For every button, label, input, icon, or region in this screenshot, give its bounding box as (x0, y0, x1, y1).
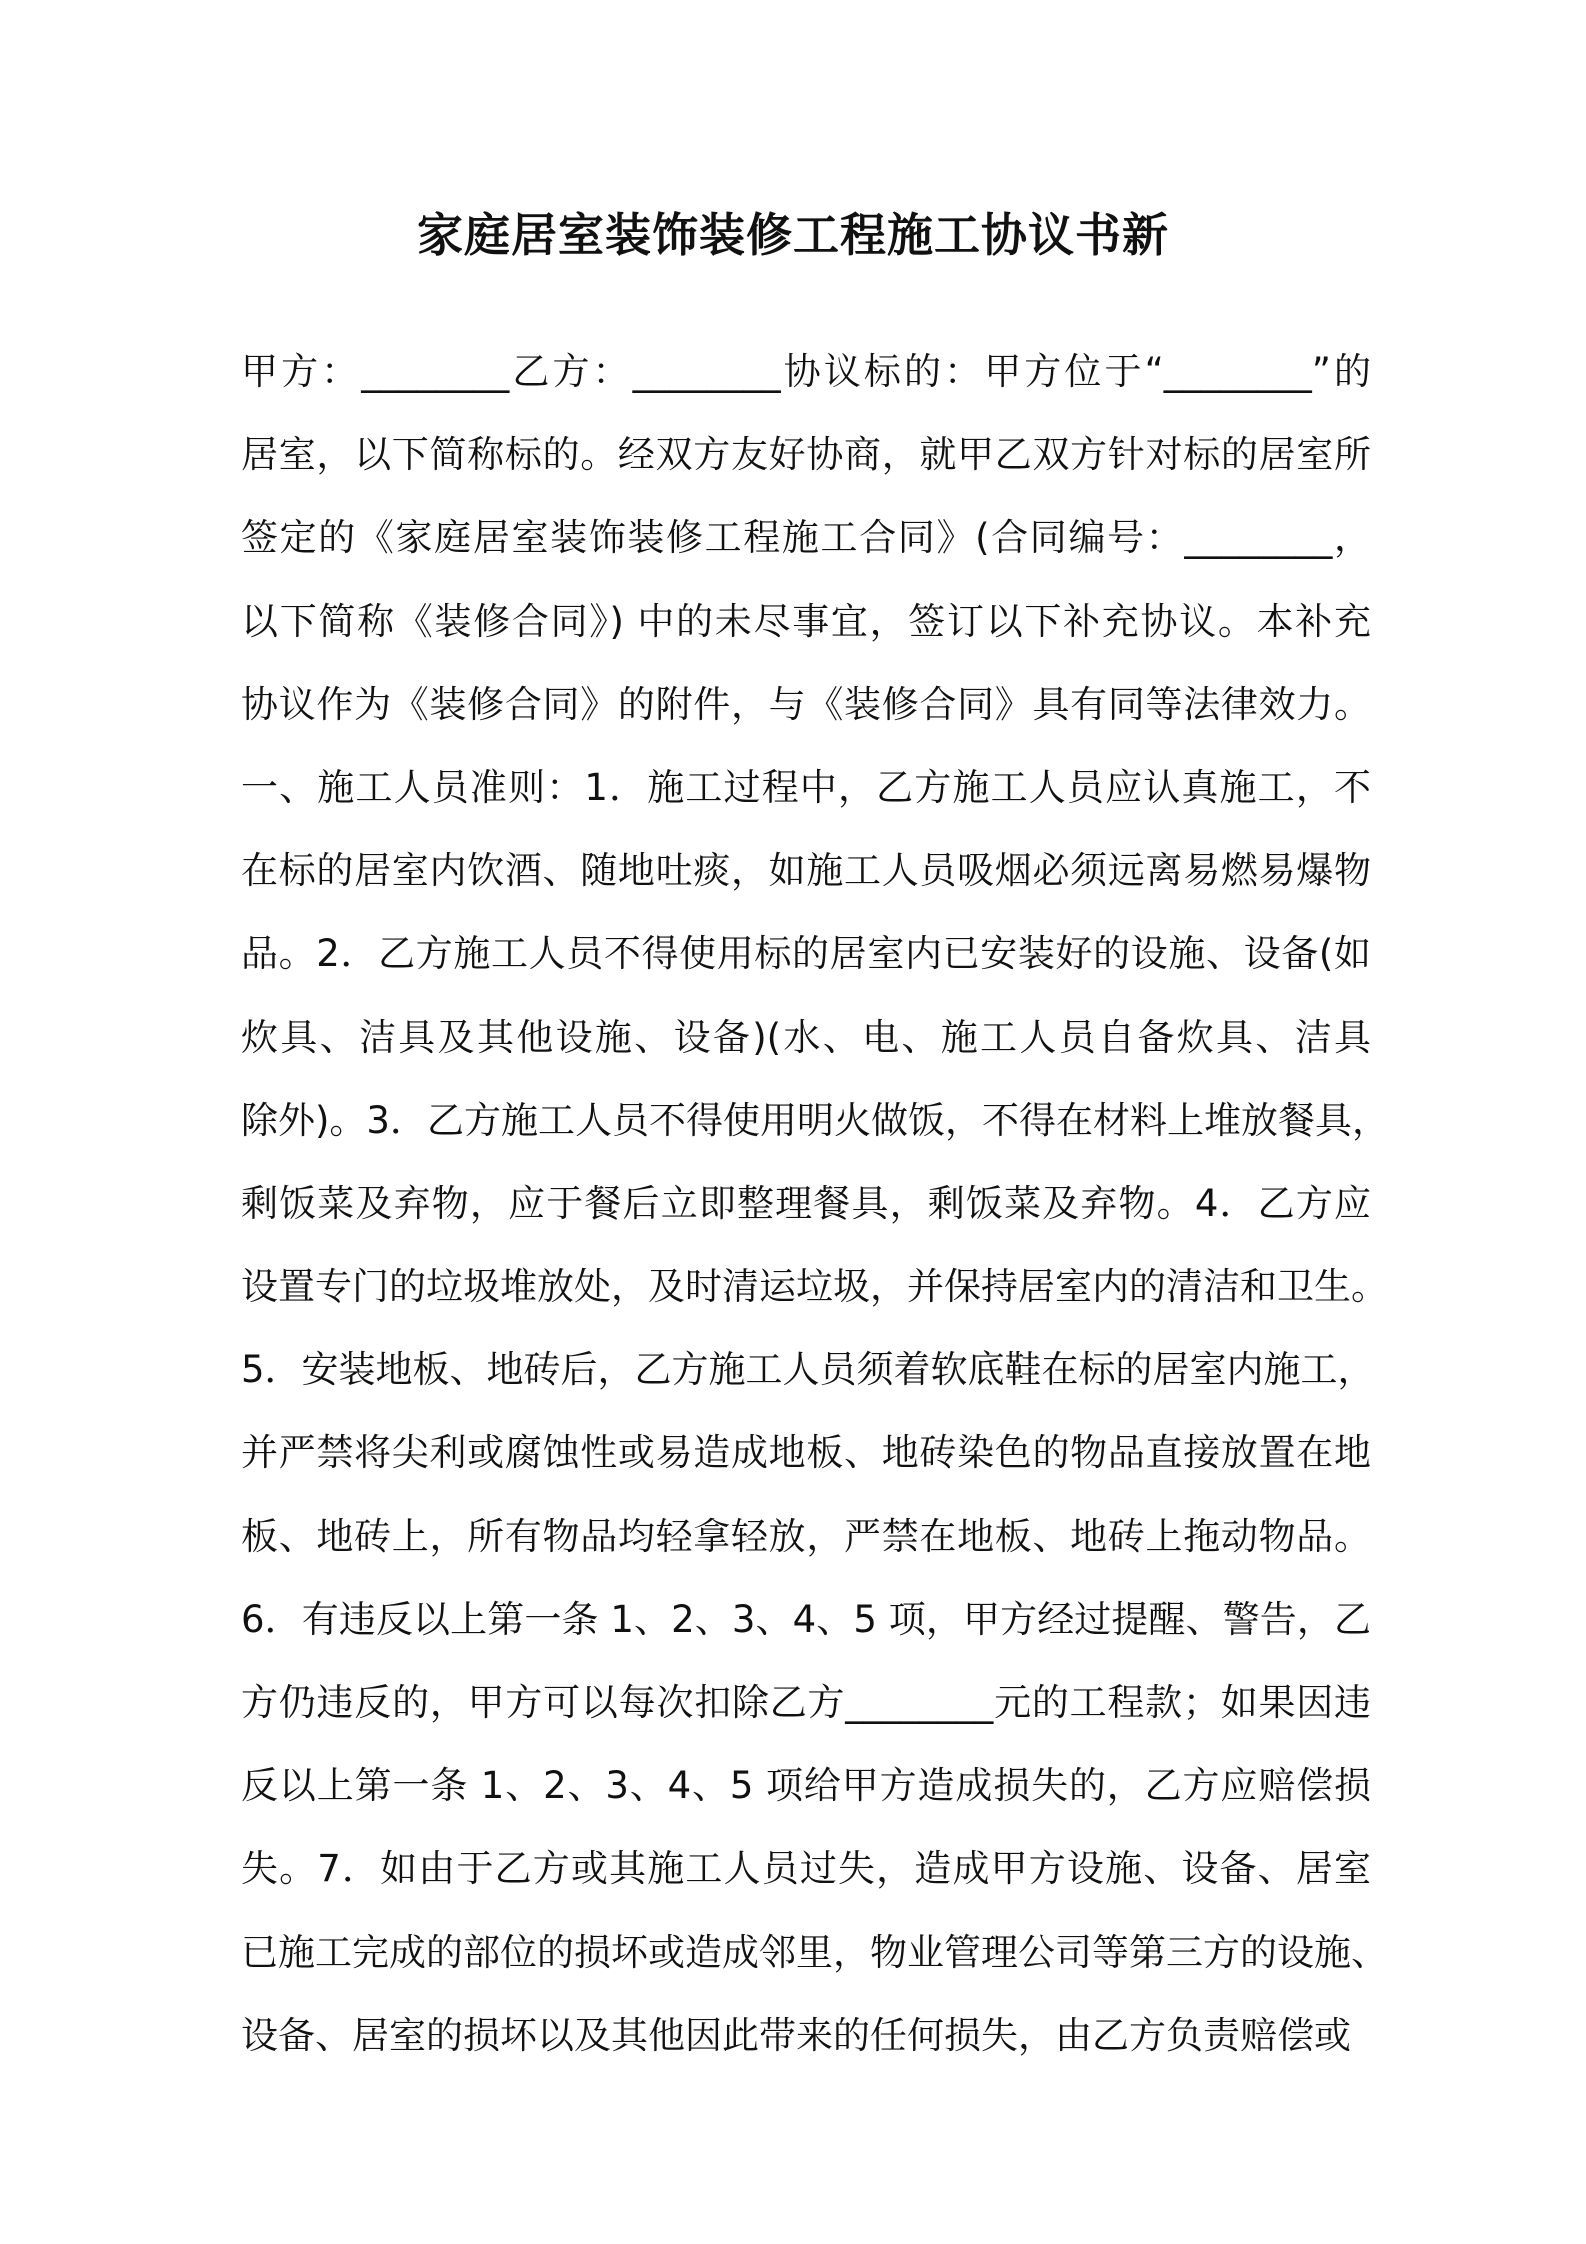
body-line-15: 板、地砖上，所有物品均轻拿轻放，严禁在地板、地砖上拖动物品。 (241, 1514, 1371, 1558)
body-line-7: 在标的居室内饮酒、随地吐痰，如施工人员吸烟必须远离易燃易爆物 (241, 849, 1371, 893)
body-line-4: 以下简称《装修合同》) 中的未尽事宜，签订以下补充协议。本补充 (241, 599, 1371, 643)
document-body (241, 330, 1389, 2077)
body-line-18: 反以上第一条 1、2、3、4、5 项给甲方造成损失的，乙方应赔偿损 (241, 1764, 1371, 1808)
body-line-1: 甲方：________乙方：________协议标的：甲方位于“________”的 (241, 350, 1371, 393)
body-line-6: 一、施工人员准则：1．施工过程中，乙方施工人员应认真施工，不 (241, 765, 1371, 809)
body-line-3: 签定的《家庭居室装饰装修工程施工合同》(合同编号：________， (241, 516, 1371, 560)
body-line-16: 6．有违反以上第一条 1、2、3、4、5 项，甲方经过提醒、警告，乙 (241, 1597, 1371, 1641)
body-line-14: 并严禁将尖利或腐蚀性或易造成地板、地砖染色的物品直接放置在地 (241, 1431, 1371, 1475)
body-line-8: 品。2．乙方施工人员不得使用标的居室内已安装好的设施、设备(如 (241, 932, 1371, 976)
body-line-2: 居室，以下简称标的。经双方友好协商，就甲乙双方针对标的居室所 (241, 433, 1371, 477)
body-line-20: 已施工完成的部位的损坏或造成邻里，物业管理公司等第三方的设施、 (241, 1930, 1388, 1974)
body-line-13: 5．安装地板、地砖后，乙方施工人员须着软底鞋在标的居室内施工， (241, 1348, 1375, 1392)
document-title: 家庭居室装饰装修工程施工协议书新 (417, 208, 1169, 262)
body-line-12: 设置专门的垃圾堆放处，及时清运垃圾，并保持居室内的清洁和卫生。 (241, 1265, 1388, 1309)
body-line-10: 除外)。3．乙方施工人员不得使用明火做饭，不得在材料上堆放餐具， (241, 1098, 1389, 1142)
body-line-17: 方仍违反的，甲方可以每次扣除乙方________元的工程款；如果因违 (241, 1681, 1371, 1724)
body-line-11: 剩饭菜及弃物，应于餐后立即整理餐具，剩饭菜及弃物。4．乙方应 (241, 1181, 1371, 1225)
body-line-19: 失。7．如由于乙方或其施工人员过失，造成甲方设施、设备、居室 (241, 1847, 1371, 1891)
body-line-21: 设备、居室的损坏以及其他因此带来的任何损失，由乙方负责赔偿或 (241, 2013, 1351, 2057)
body-line-5: 协议作为《装修合同》的附件，与《装修合同》具有同等法律效力。 (241, 682, 1371, 726)
body-line-9: 炊具、洁具及其他设施、设备)(水、电、施工人员自备炊具、洁具 (241, 1015, 1371, 1059)
